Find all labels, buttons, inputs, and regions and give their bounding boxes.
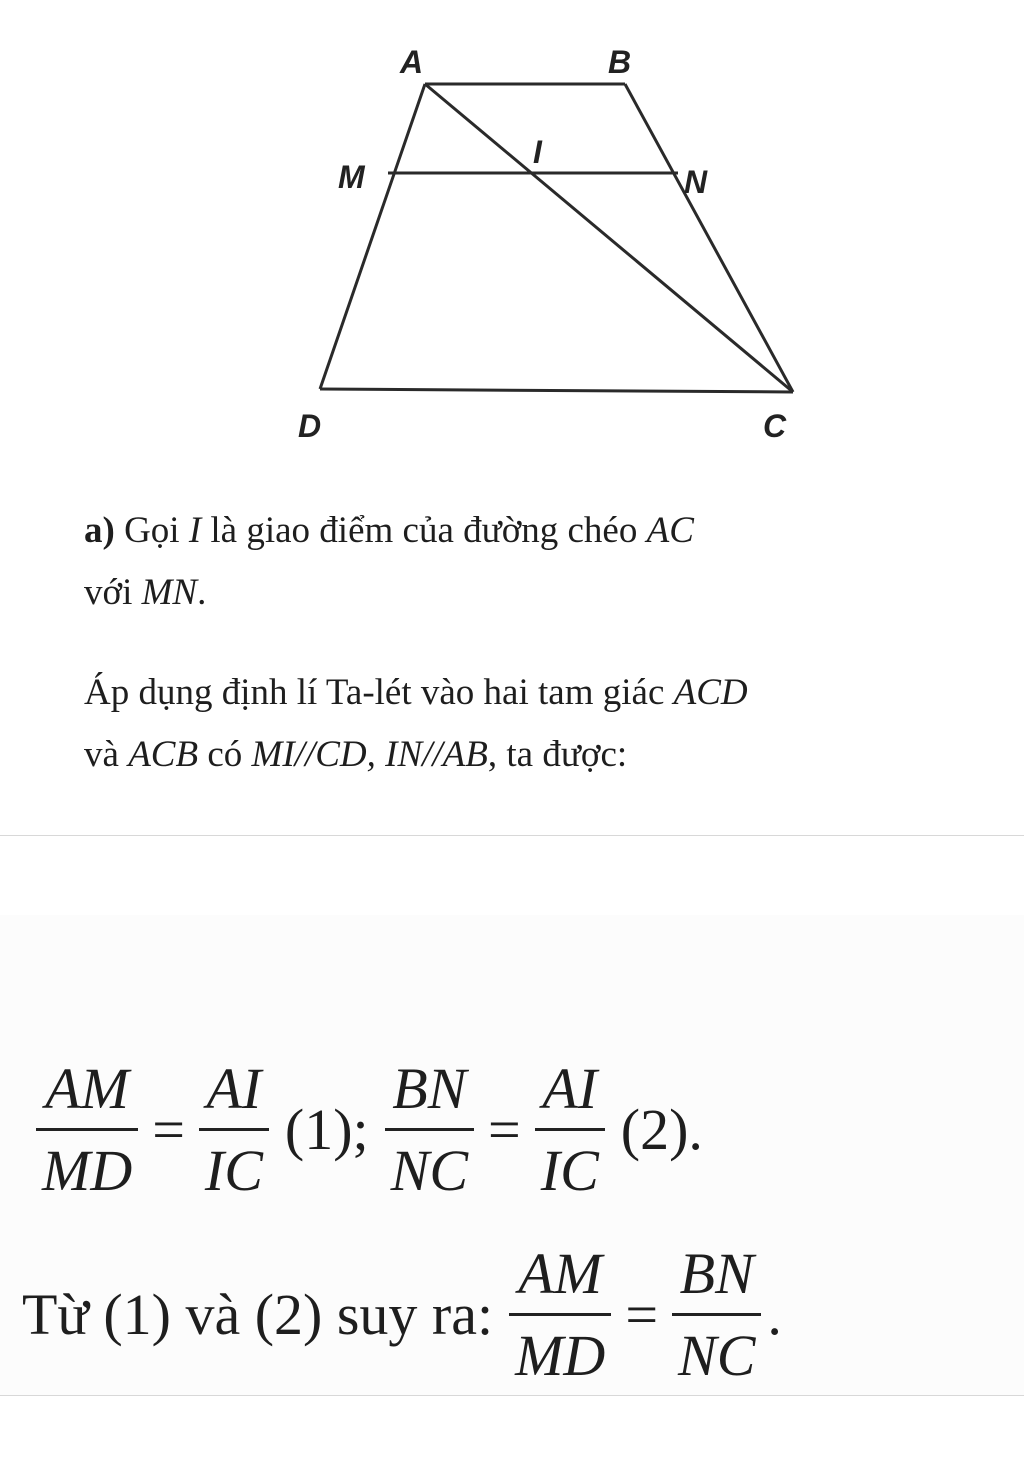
fraction-bn-nc-2 — [672, 1240, 761, 1389]
equals-sign: = — [625, 1282, 659, 1347]
label-n: N — [684, 164, 708, 200]
label-a: A — [400, 44, 424, 80]
equation-line-1 — [30, 1055, 713, 1204]
label-d: D — [298, 408, 322, 444]
fraction-am-md-2 — [509, 1240, 611, 1389]
label-b: B — [608, 44, 632, 80]
part-a-text1: Gọi — [124, 510, 180, 551]
segment-bc — [625, 84, 793, 392]
tag-2: (2). — [620, 1097, 703, 1162]
apply-text3: có — [207, 734, 243, 775]
var-acb: ACB — [128, 734, 199, 775]
fraction-am-md — [36, 1055, 138, 1204]
frac-num: AM — [518, 1241, 603, 1306]
frac-num: BN — [679, 1241, 754, 1306]
part-a-label: a) — [84, 510, 115, 551]
conclusion-text: Từ (1) và (2) suy ra: — [22, 1282, 494, 1347]
conclusion-period: . — [767, 1282, 782, 1347]
label-i: I — [533, 134, 542, 170]
apply-text2: và — [84, 734, 119, 775]
parallel-condition: MI//CD, IN//AB — [251, 734, 488, 775]
tag-1: (1); — [284, 1097, 369, 1162]
frac-num: BN — [392, 1056, 467, 1121]
frac-num: AI — [206, 1056, 262, 1121]
equals-sign: = — [488, 1097, 521, 1162]
trapezoid-figure — [0, 0, 1024, 470]
frac-num: AI — [542, 1056, 598, 1121]
fraction-ai-ic-2 — [535, 1055, 605, 1204]
fraction-ai-ic — [199, 1055, 269, 1204]
frac-den: IC — [199, 1128, 269, 1204]
divider-bottom — [0, 1395, 1024, 1396]
var-acd: ACD — [673, 672, 748, 713]
label-m: M — [338, 159, 365, 195]
segment-dc — [320, 389, 793, 392]
var-ac: AC — [646, 510, 694, 551]
frac-den: NC — [385, 1128, 474, 1204]
label-c: C — [763, 408, 787, 444]
apply-text4: , ta được: — [487, 734, 628, 775]
segment-ad — [320, 84, 425, 389]
fraction-bn-nc — [385, 1055, 474, 1204]
frac-num: AM — [45, 1056, 129, 1121]
var-mn: MN — [141, 572, 198, 613]
part-a-text2: là giao điểm của đường chéo — [210, 510, 638, 551]
divider-top — [0, 835, 1024, 836]
frac-den: IC — [535, 1128, 605, 1204]
conclusion-line — [22, 1240, 782, 1389]
apply-text1: Áp dụng định lí Ta-lét vào hai tam giác — [84, 672, 665, 713]
equals-sign: = — [152, 1097, 185, 1162]
frac-den: NC — [672, 1313, 761, 1389]
part-a-text4: . — [197, 572, 207, 613]
part-a-paragraph — [84, 500, 1004, 624]
part-a-text3: với — [84, 572, 133, 613]
frac-den: MD — [509, 1313, 611, 1389]
var-i: I — [188, 510, 202, 551]
frac-den: MD — [36, 1128, 138, 1204]
segment-ac — [425, 84, 793, 392]
apply-paragraph — [84, 662, 1004, 786]
bottom-panel — [0, 915, 1024, 1395]
